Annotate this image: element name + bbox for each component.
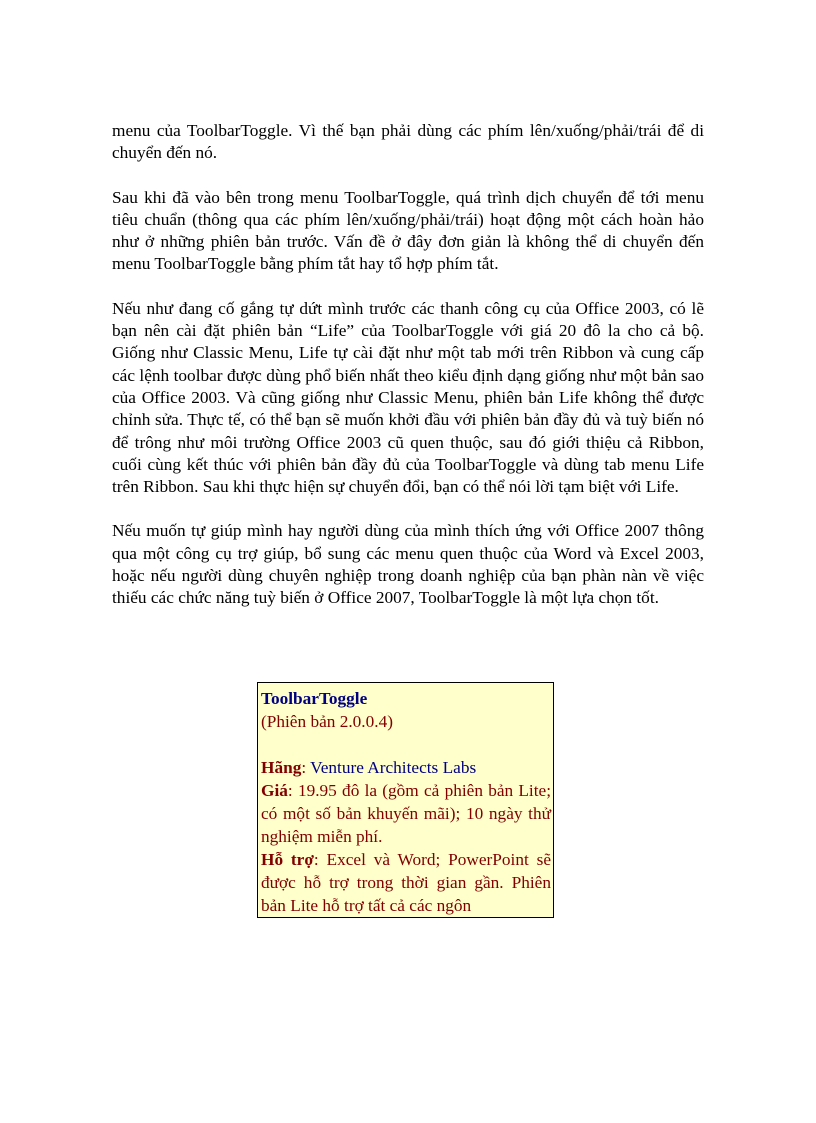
product-version: (Phiên bản 2.0.0.4)	[261, 712, 393, 731]
support-row: Hỗ trợ: Excel và Word; PowerPoint sẽ được hỗ trợ trong thời gian gần. Phiên bản Lite hỗ trợ tất cả các ngôn	[261, 850, 551, 915]
support-value: Excel và Word; PowerPoint sẽ được hỗ trợ trong thời gian gần. Phiên bản Lite hỗ trợ tất cả các ngôn	[261, 850, 551, 915]
article-body	[112, 120, 704, 632]
paragraph-3: Nếu như đang cố gắng tự dứt mình trước các thanh công cụ của Office 2003, có lẽ bạn nên cài đặt phiên bản “Life” của ToolbarToggle với giá 20 đô la cho cả bộ. Giống như Classic Menu, Life tự cài đặt như một tab mới trên Ribbon và cung cấp các lệnh toolbar được dùng phổ biến nhất theo kiểu định dạng giống như một bản sao của Office 2003. Và cũng giống như Classic Menu, phiên bản Life không thể được chỉnh sửa. Thực tế, có thể bạn sẽ muốn khởi đầu với phiên bản đầy đủ và tuỳ biến nó để trông như môi trường Office 2003 cũ quen thuộc, sau đó giới thiệu cả Ribbon, cuối cùng kết thúc với phiên bản đầy đủ của ToolbarToggle và dùng tab menu Life trên Ribbon. Sau khi thực hiện sự chuyển đổi, bạn có thể nói lời tạm biệt với Life.	[112, 298, 704, 497]
price-label: Giá	[261, 781, 288, 800]
maker-row: Hãng: Venture Architects Labs	[261, 758, 477, 777]
price-row: Giá: 19.95 đô la (gồm cả phiên bản Lite; có một số bản khuyến mãi); 10 ngày thử nghiệm miễn phí.	[261, 781, 552, 846]
maker-label: Hãng	[261, 758, 302, 777]
paragraph-2: Sau khi đã vào bên trong menu ToolbarToggle, quá trình dịch chuyển để tới menu tiêu chuẩn (thông qua các phím lên/xuống/phải/trái) hoạt động một cách hoàn hảo như ở những phiên bản trước. Vấn đề ở đây đơn giản là không thể di chuyển đến menu ToolbarToggle bằng phím tắt hay tổ hợp phím tắt.	[112, 187, 704, 274]
paragraph-1: menu của ToolbarToggle. Vì thế bạn phải dùng các phím lên/xuống/phải/trái để di chuyển đến nó.	[112, 121, 704, 163]
maker-value: Venture Architects Labs	[310, 758, 477, 777]
product-title: ToolbarToggle	[261, 689, 368, 708]
support-label: Hỗ trợ	[261, 850, 314, 869]
product-info-box	[257, 682, 554, 918]
paragraph-4: Nếu muốn tự giúp mình hay người dùng của mình thích ứng với Office 2007 thông qua một công cụ trợ giúp, bổ sung các menu quen thuộc của Word và Excel 2003, hoặc nếu người dùng chuyên nghiệp trong doanh nghiệp của bạn phàn nàn về việc thiếu các chức năng tuỳ biến ở Office 2007, ToolbarToggle là một lựa chọn tốt.	[112, 521, 704, 608]
price-value: 19.95 đô la (gồm cả phiên bản Lite; có một số bản khuyến mãi); 10 ngày thử nghiệm miễn phí.	[261, 781, 552, 846]
